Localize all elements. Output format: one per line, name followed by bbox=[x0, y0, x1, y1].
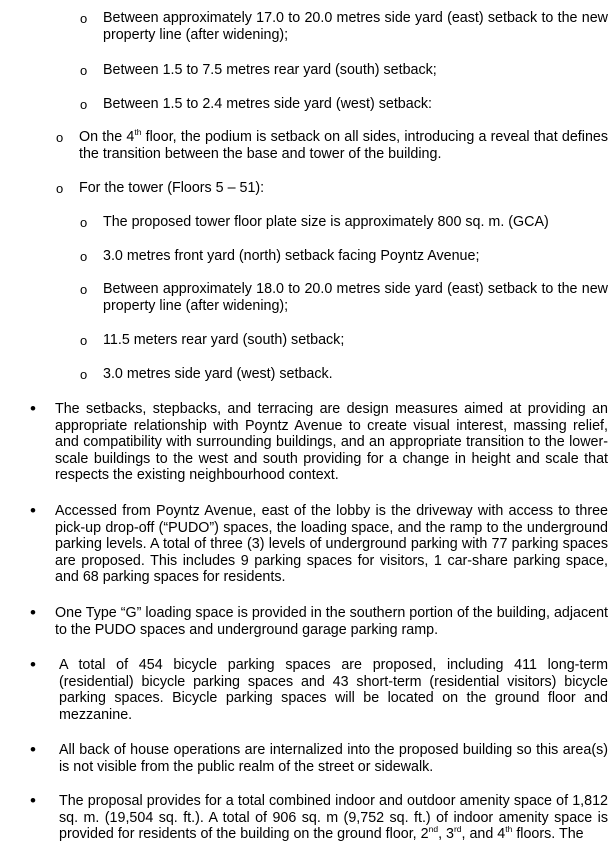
list-item-text: On the 4th floor, the podium is setback on all sides, introducing a reveal that defines the transition between the base and tower of the building. bbox=[79, 127, 608, 162]
list-item-text: 3.0 metres side yard (west) setback. bbox=[103, 366, 333, 382]
bullet-marker: o bbox=[80, 97, 88, 112]
list-item-text: A total of 454 bicycle parking spaces are proposed, including 411 long-term (residential) bicycle parking spaces and 43 short-term (residential visitors) bicycle parking spaces. Bicycle parking spaces will be located on the ground floor and mezzanine. bbox=[59, 657, 608, 723]
bullet-marker: o bbox=[80, 215, 88, 230]
bullet-marker: • bbox=[30, 399, 36, 418]
bullet-marker: • bbox=[30, 501, 36, 520]
bullet-marker: o bbox=[56, 130, 64, 145]
bullet-marker: o bbox=[80, 333, 88, 348]
list-item-text: Accessed from Poyntz Avenue, east of the lobby is the driveway with access to three pick-up drop-off (“PUDO”) spaces, the loading space, and the ramp to the underground parking levels. A total of three (3) levels of underground parking with 77 parking spaces are proposed. This includes 9 parking spaces for visitors, 1 car-share parking space, and 68 parking spaces for residents. bbox=[55, 503, 608, 586]
list-item-text: Between 1.5 to 7.5 metres rear yard (south) setback; bbox=[103, 62, 437, 78]
list-item-text: The proposed tower floor plate size is approximately 800 sq. m. (GCA) bbox=[103, 214, 549, 230]
list-item-text: Between 1.5 to 2.4 metres side yard (west) setback: bbox=[103, 96, 432, 112]
list-item-text: The setbacks, stepbacks, and terracing are design measures aimed at providing an appropriate relationship with Poyntz Avenue to create visual interest, massing relief, and compatibility with surrounding buildings, and an appropriate transition to the lower-scale buildings to the west and south providing for a change in height and scale that respects the existing neighbourhood context. bbox=[55, 401, 608, 484]
list-item-text: Between approximately 18.0 to 20.0 metres side yard (east) setback to the new property line (after widening); bbox=[103, 281, 608, 314]
list-item-text: One Type “G” loading space is provided in the southern portion of the building, adjacent to the PUDO spaces and underground garage parking ramp. bbox=[55, 605, 608, 638]
bullet-marker: • bbox=[30, 655, 36, 674]
bullet-marker: • bbox=[30, 740, 36, 759]
bullet-marker: o bbox=[80, 282, 88, 297]
bullet-marker: • bbox=[30, 603, 36, 622]
bullet-marker: o bbox=[80, 249, 88, 264]
list-item-text: 11.5 meters rear yard (south) setback; bbox=[103, 332, 345, 348]
bullet-marker: • bbox=[30, 791, 36, 810]
list-item-text: All back of house operations are internalized into the proposed building so this area(s) is not visible from the public realm of the street or sidewalk. bbox=[59, 742, 608, 775]
list-item-text: Between approximately 17.0 to 20.0 metres side yard (east) setback to the new property line (after widening); bbox=[103, 10, 608, 43]
list-item-text: The proposal provides for a total combined indoor and outdoor amenity space of 1,812 sq. m. (19,504 sq. ft.). A total of 906 sq. m (9,752 sq. ft.) of indoor amenity space is provided for residents of the building on the ground floor, 2nd, 3rd, and 4th floors. The bbox=[59, 793, 608, 843]
bullet-marker: o bbox=[80, 367, 88, 382]
list-item-text: For the tower (Floors 5 – 51): bbox=[79, 180, 265, 196]
list-item-text: 3.0 metres front yard (north) setback facing Poyntz Avenue; bbox=[103, 248, 480, 264]
bullet-marker: o bbox=[56, 181, 64, 196]
bullet-marker: o bbox=[80, 63, 88, 78]
bullet-marker: o bbox=[80, 11, 88, 26]
